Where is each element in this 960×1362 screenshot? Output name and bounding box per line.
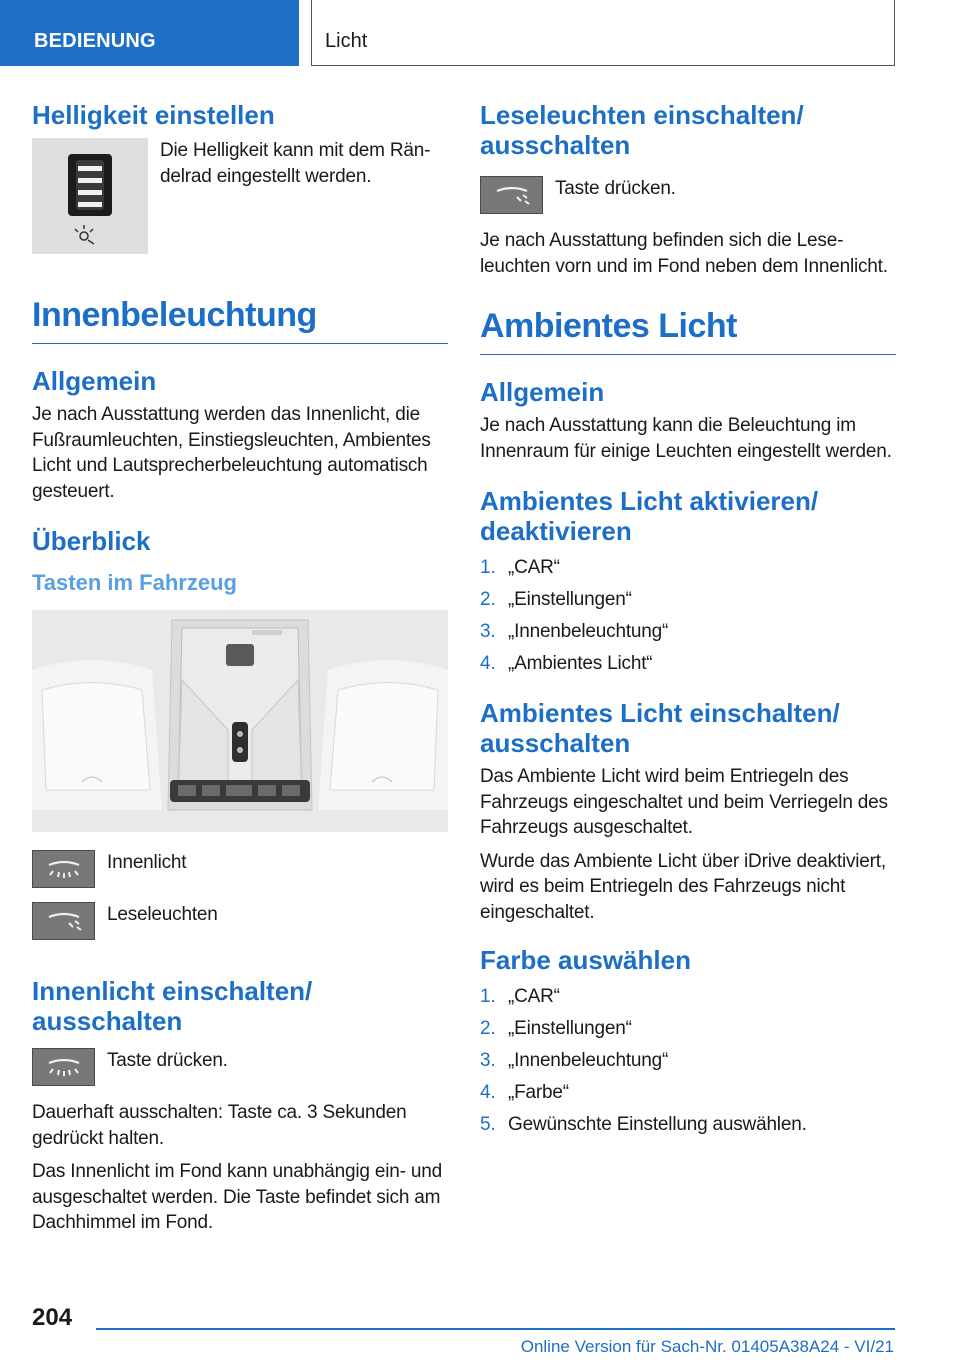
permanent-off-text: Dauerhaft ausschalten: Taste ca. 3 Sekunden gedrückt halten. [32, 1102, 407, 1149]
ambient-switch-heading: Ambientes Licht einschalten/ ausschalten [480, 698, 840, 758]
reading-light-button-icon [480, 176, 543, 214]
brightness-heading: Helligkeit einstellen [32, 100, 275, 130]
interior-light-label: Innenlicht [107, 852, 187, 873]
reading-light-label: Leseleuchten [107, 904, 218, 925]
page-number: 204 [32, 1304, 73, 1331]
right-column [480, 100, 896, 1153]
reading-switch-heading: Leseleuchten einschalten/ ausschalten [480, 100, 804, 160]
footer-divider [96, 1328, 895, 1330]
rear-light-text: Das Innenlicht im Fond kann unabhängig ein- und ausgeschaltet werden. Die Taste befindet sich am Dachhimmel im Fond. [32, 1161, 442, 1233]
interior-heading: Innenbeleuchtung [32, 296, 448, 344]
ambient-general-heading: Allgemein [480, 377, 605, 407]
thumbwheel-image [32, 138, 148, 254]
overview-heading: Überblick [32, 526, 151, 556]
list-item: 5. Gewünschte Einstellung auswählen. [480, 1114, 807, 1135]
press-button-text: Taste drücken. [107, 1050, 228, 1071]
interior-light-button-icon [32, 1048, 95, 1086]
list-item: 2. „Einstellungen“ [480, 1018, 632, 1039]
list-item: 3. „Innenbeleuchtung“ [480, 1050, 669, 1071]
ambient-switch-text-1: Das Ambiente Licht wird beim Entriegeln des Fahrzeugs eingeschaltet und beim Verriegeln des Fahrzeugs ausgeschaltet. [480, 766, 888, 838]
interior-light-button-icon [32, 850, 95, 888]
chapter-header [311, 0, 895, 66]
ambient-switch-text-2: Wurde das Ambiente Licht über iDrive deaktiviert, wird es beim Entriegeln des Fahrzeugs nicht eingeschaltet. [480, 850, 886, 923]
list-item: 1. „CAR“ [480, 986, 560, 1007]
reading-light-row [32, 902, 448, 940]
color-steps-list [480, 981, 896, 1141]
list-item: 2. „Einstellungen“ [480, 589, 632, 610]
reading-light-button-icon [32, 902, 95, 940]
interior-switch-heading: Innenlicht einschalten/ ausschalten [32, 976, 313, 1036]
color-heading: Farbe auswählen [480, 945, 691, 975]
interior-switch-row [32, 1048, 448, 1086]
list-item: 4. „Farbe“ [480, 1082, 569, 1103]
press-button-text: Taste drücken. [555, 178, 676, 199]
footer-version: Online Version für Sach-Nr. 01405A38A24 - VI/21 [520, 1337, 894, 1356]
brightness-row [32, 138, 448, 254]
left-column [32, 100, 448, 1244]
roof-console-image [32, 610, 448, 832]
reading-text: Je nach Ausstattung befinden sich die Leseleuchten vorn und im Fond neben dem Innenlicht. [480, 230, 888, 277]
brightness-text: Die Helligkeit kann mit dem Rändelrad eingestellt werden. [160, 140, 431, 187]
interior-light-row [32, 850, 448, 888]
ambient-general-text: Je nach Ausstattung kann die Beleuchtung im Innenraum für einige Leuchten eingestellt werden. [480, 415, 892, 462]
ambient-activate-heading: Ambientes Licht aktivieren/ deaktivieren [480, 486, 819, 546]
general-heading: Allgemein [32, 366, 157, 396]
list-item: 1. „CAR“ [480, 557, 560, 578]
chapter-label: Licht [325, 30, 368, 52]
list-item: 3. „Innenbeleuchtung“ [480, 621, 669, 642]
section-tab [0, 0, 299, 66]
buttons-heading: Tasten im Fahrzeug [32, 570, 237, 595]
activate-steps-list [480, 552, 896, 680]
ambient-heading: Ambientes Licht [480, 307, 896, 355]
list-item: 4. „Ambientes Licht“ [480, 653, 653, 674]
reading-switch-row [480, 176, 896, 214]
section-label: BEDIENUNG [34, 30, 156, 52]
general-text: Je nach Ausstattung werden das Innenlicht, die Fußraumleuchten, Einstiegsleuchten, Ambientes Licht und Lautsprecherbeleuchtung automatisch gesteuert. [32, 404, 431, 502]
